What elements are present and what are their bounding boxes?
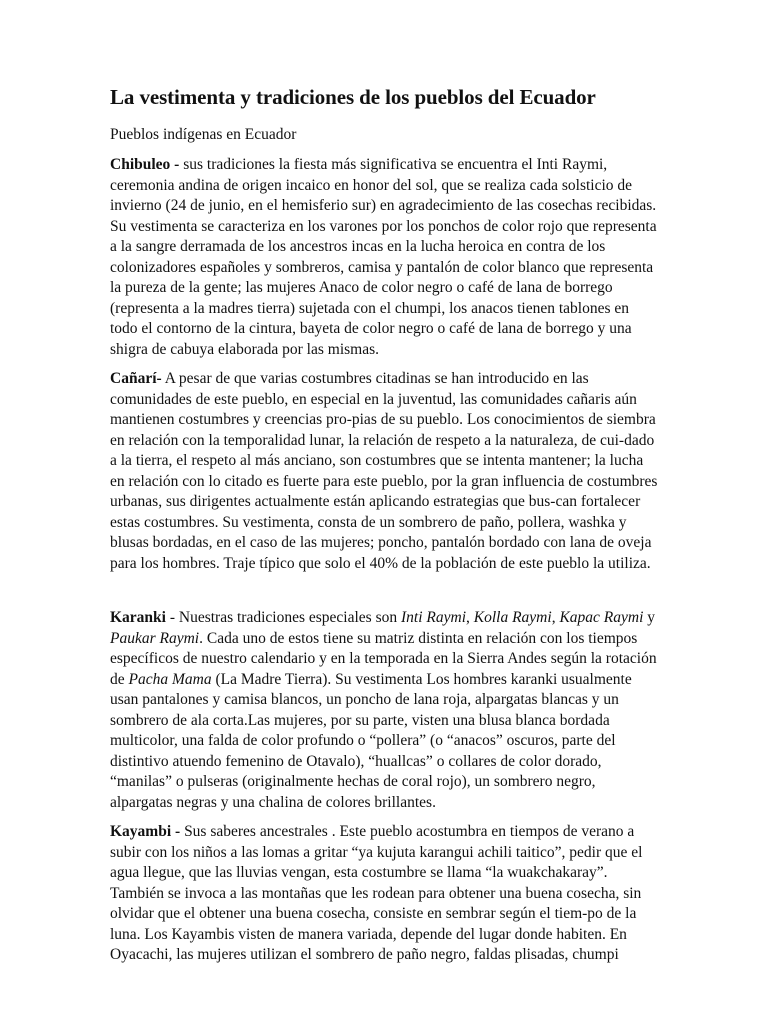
section-text: . Cada uno de estos tiene su matriz distinta en relación con los tiempos específicos de nuestro calendario y en la temporada en la Sierra Andes según la rotación de (110, 629, 657, 688)
section-name: Chibuleo - (110, 156, 180, 173)
blank-line (110, 583, 660, 608)
section-name: Kayambi - (110, 823, 181, 840)
festival-name: Paukar Raymi (110, 629, 200, 647)
separator: y (643, 609, 656, 626)
festival-name: Kolla Raymi (473, 609, 552, 626)
section-canari (110, 369, 660, 574)
pacha-mama: Pacha Mama (128, 670, 212, 688)
section-name: Karanki (110, 609, 166, 626)
section-text: sus tradiciones la fiesta más significativa se encuentra el Inti Raymi, ceremonia andina de origen incaico en honor del sol, que se realiza cada solsticio de invierno (24 de junio, en el hemisferio sur) en agradecimiento de las cosechas recibidas. Su vestimenta se caracteriza en los varones por los ponchos de color rojo que representa a la sangre derramada de los ancestros incas en la lucha heroica en contra de los colonizadores españoles y sombreros, camisa y pantalón de color blanco que representa la pureza de la gente; las mujeres Anaco de color negro o café de lana de borrego (representa a la madres tierra) sujetada con el chumpi, los anacos tienen tablones en todo el contorno de la cintura, bayeta de color negro o café de lana de borrego y una shigra de cabuya elaborada por las mismas. (110, 156, 657, 358)
separator: , (551, 609, 560, 626)
section-chibuleo (110, 155, 660, 360)
section-text: A pesar de que varias costumbres citadinas se han introducido en las comunidades de este pueblo, en especial en la juventud, las comunidades cañaris aún mantienen costumbres y creencias pro-pias de su pueblo. Los conocimientos de siembra en relación con la temporalidad lunar, la relación de respeto a la naturaleza, de cui-dado a la tierra, el respeto al más anciano, son costumbres que se intenta mantener; la lucha en relación con lo citado es fuerte para este pueblo, por la gran influencia de costumbres urbanas, sus dirigentes actualmente están aplicando estrategias que bus-can fortalecer estas costumbres. Su vestimenta, consta de un sombrero de paño, pollera, washka y blusas bordadas, en el caso de las mujeres; poncho, pantalón bordado con lana de oveja para los hombres. Traje típico que solo el 40% de la población de este pueblo la utiliza. (110, 370, 658, 572)
festival-name: Kapac Raymi (559, 609, 644, 626)
section-text: Sus saberes ancestrales . Este pueblo acostumbra en tiempos de verano a subir con los niños a las lomas a gritar “ya kujuta karangui achili taitico”, pedir que el agua llegue, que las lluvias vengan, esta costumbre se llama “la wuakchakaray”. También se invoca a las montañas que les rodean para obtener una buena cosecha, sin olvidar que el obtener una buena cosecha, consiste en sembrar según el tiem-po de la luna. Los Kayambis visten de manera variada, depende del lugar donde habiten. En Oyacachi, las mujeres utilizan el sombrero de paño negro, faldas plisadas, chumpi (110, 823, 643, 963)
document-subtitle: Pueblos indígenas en Ecuador (110, 126, 297, 143)
section-name: Cañarí- (110, 370, 162, 387)
section-karanki (110, 608, 660, 813)
section-text: - Nuestras tradiciones especiales son (165, 609, 401, 626)
separator: , (466, 609, 474, 626)
document-title: La vestimenta y tradiciones de los pueblos del Ecuador (110, 85, 596, 109)
festival-name: Inti Raymi (401, 609, 466, 626)
document-page (110, 84, 660, 975)
section-text: (La Madre Tierra). Su vestimenta Los hombres karanki usualmente usan pantalones y camisa blancos, un poncho de lana roja, alpargatas blancas y un sombrero de ala corta.Las mujeres, por su parte, visten una blusa blanca bordada multicolor, una falda de color profundo o “pollera” (o “anacos” oscuros, parte del distintivo atuendo femenino de Otavalo), “huallcas” o collares de color dorado, “manilas” o pulseras (originalmente hechas de coral rojo), un sombrero negro, alpargatas negras y una chalina de colores brillantes. (110, 670, 632, 811)
section-kayambi (110, 822, 660, 966)
